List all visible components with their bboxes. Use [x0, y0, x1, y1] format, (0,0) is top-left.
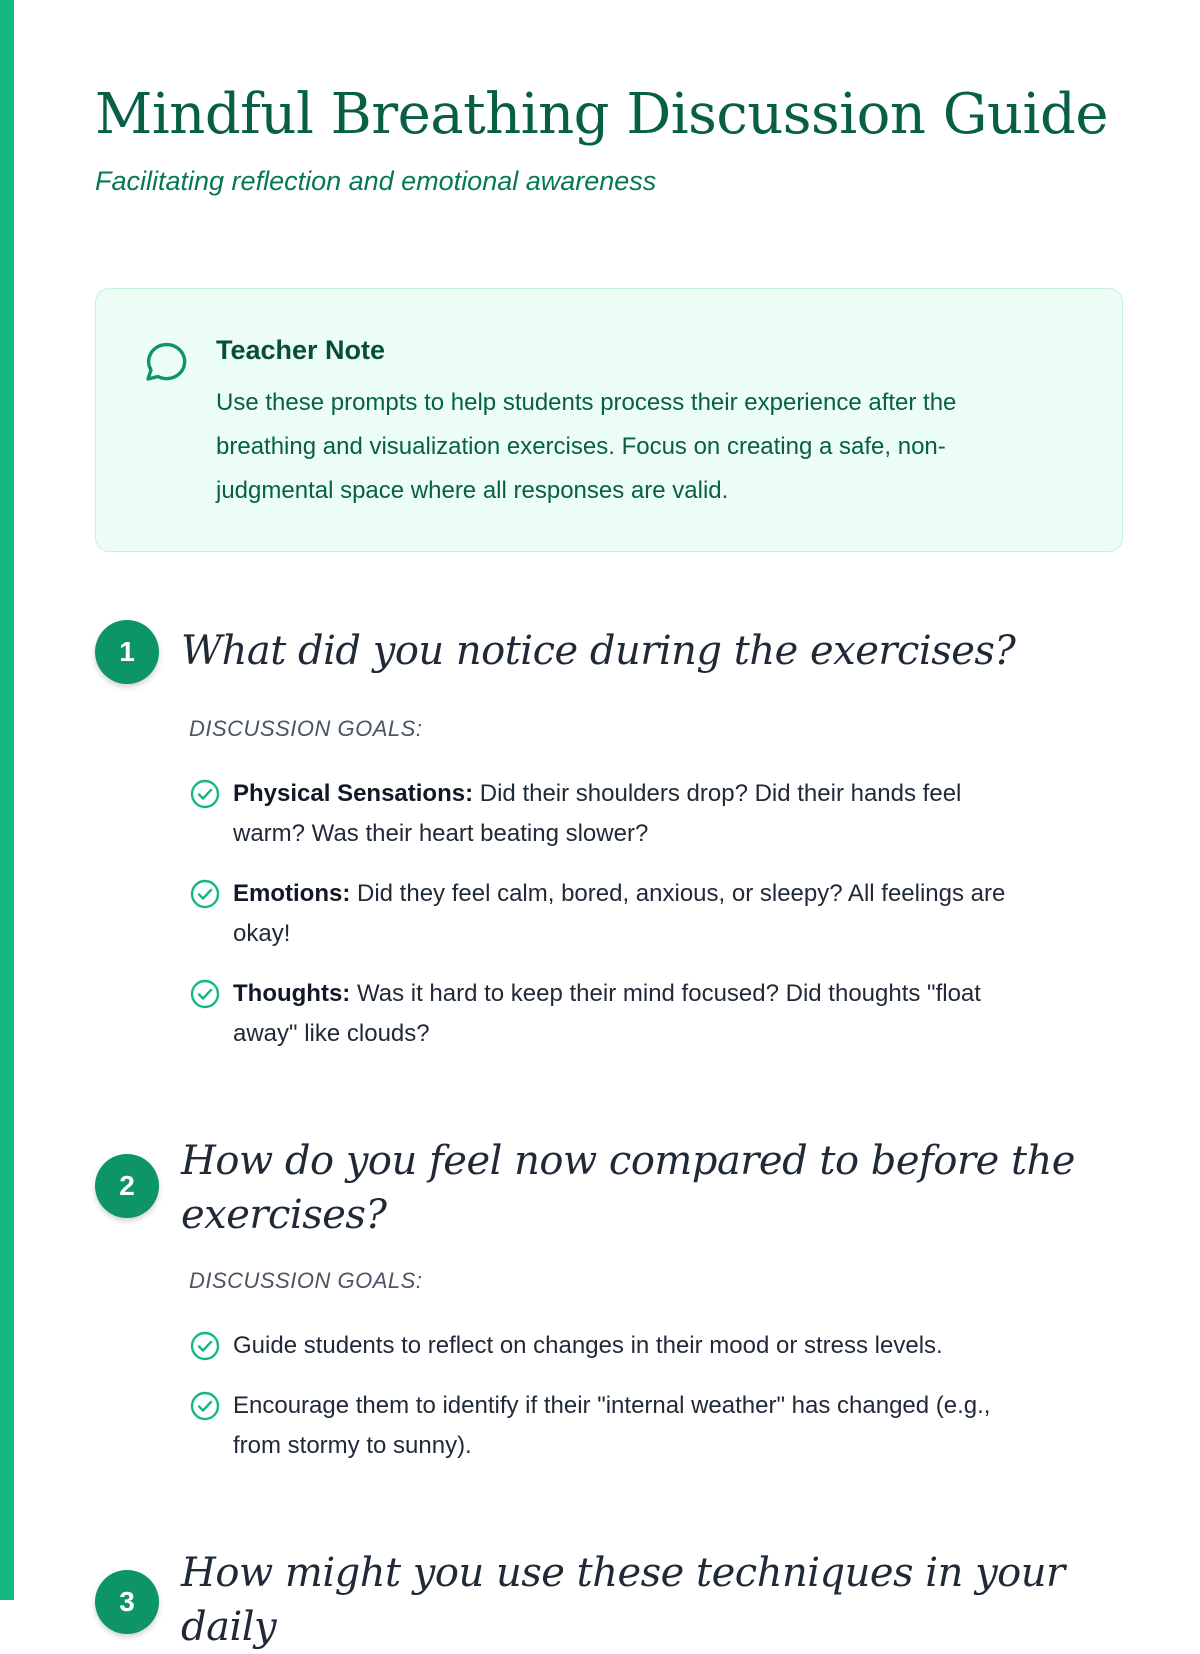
discussion-goals-label: DISCUSSION GOALS: — [189, 716, 423, 741]
goal-lead: Thoughts: — [233, 980, 351, 1007]
check-circle-icon — [189, 1330, 221, 1362]
teacher-note-body — [216, 381, 1086, 513]
check-circle-icon — [189, 1390, 221, 1422]
goal-line: okay! — [233, 920, 291, 947]
section-question: What did you notice during the exercises? — [181, 628, 1016, 674]
check-circle-icon — [189, 778, 221, 810]
check-circle-icon — [189, 978, 221, 1010]
goal-lead: Physical Sensations: — [233, 780, 474, 807]
question-line: How do you feel now compared to before the — [181, 1138, 1075, 1184]
accent-bar — [0, 0, 14, 1600]
question-line: exercises? — [181, 1192, 387, 1238]
note-line: judgmental space where all responses are valid. — [216, 477, 729, 504]
goal-line: away" like clouds? — [233, 1020, 430, 1047]
goal-lead: Emotions: — [233, 880, 351, 907]
section-number-badge: 3 — [95, 1570, 159, 1634]
check-circle-icon — [189, 878, 221, 910]
page-subtitle: Facilitating reflection and emotional awareness — [95, 166, 657, 196]
goal-line: from stormy to sunny). — [233, 1432, 472, 1459]
teacher-note-heading: Teacher Note — [216, 335, 386, 365]
speech-bubble-icon — [138, 337, 188, 387]
page-title: Mindful Breathing Discussion Guide — [95, 82, 1108, 147]
goal-line: Guide students to reflect on changes in their mood or stress levels. — [233, 1332, 943, 1359]
question-line: How might you use these techniques in your daily — [181, 1550, 1065, 1650]
goal-text — [233, 874, 1093, 954]
discussion-goals-label: DISCUSSION GOALS: — [189, 1268, 423, 1293]
section-question — [181, 1134, 1081, 1242]
goal-line: Encourage them to identify if their "internal weather" has changed (e.g., — [233, 1392, 991, 1419]
goal-line: Did they feel calm, bored, anxious, or sleepy? All feelings are — [350, 880, 1006, 907]
goal-text — [233, 774, 1093, 854]
teacher-note — [95, 288, 1123, 552]
note-line: breathing and visualization exercises. Focus on creating a safe, non- — [216, 433, 946, 460]
note-line: Use these prompts to help students process their experience after the — [216, 389, 957, 416]
goal-line: Did their shoulders drop? Did their hands feel — [473, 780, 962, 807]
goal-text — [233, 974, 1093, 1054]
section-number-badge: 1 — [95, 620, 159, 684]
section-question — [181, 1546, 1081, 1654]
section-number-badge: 2 — [95, 1154, 159, 1218]
goal-text — [233, 1326, 1093, 1366]
goal-line: Was it hard to keep their mind focused? Did thoughts "float — [350, 980, 981, 1007]
goal-line: warm? Was their heart beating slower? — [233, 820, 649, 847]
goal-text — [233, 1386, 1093, 1466]
